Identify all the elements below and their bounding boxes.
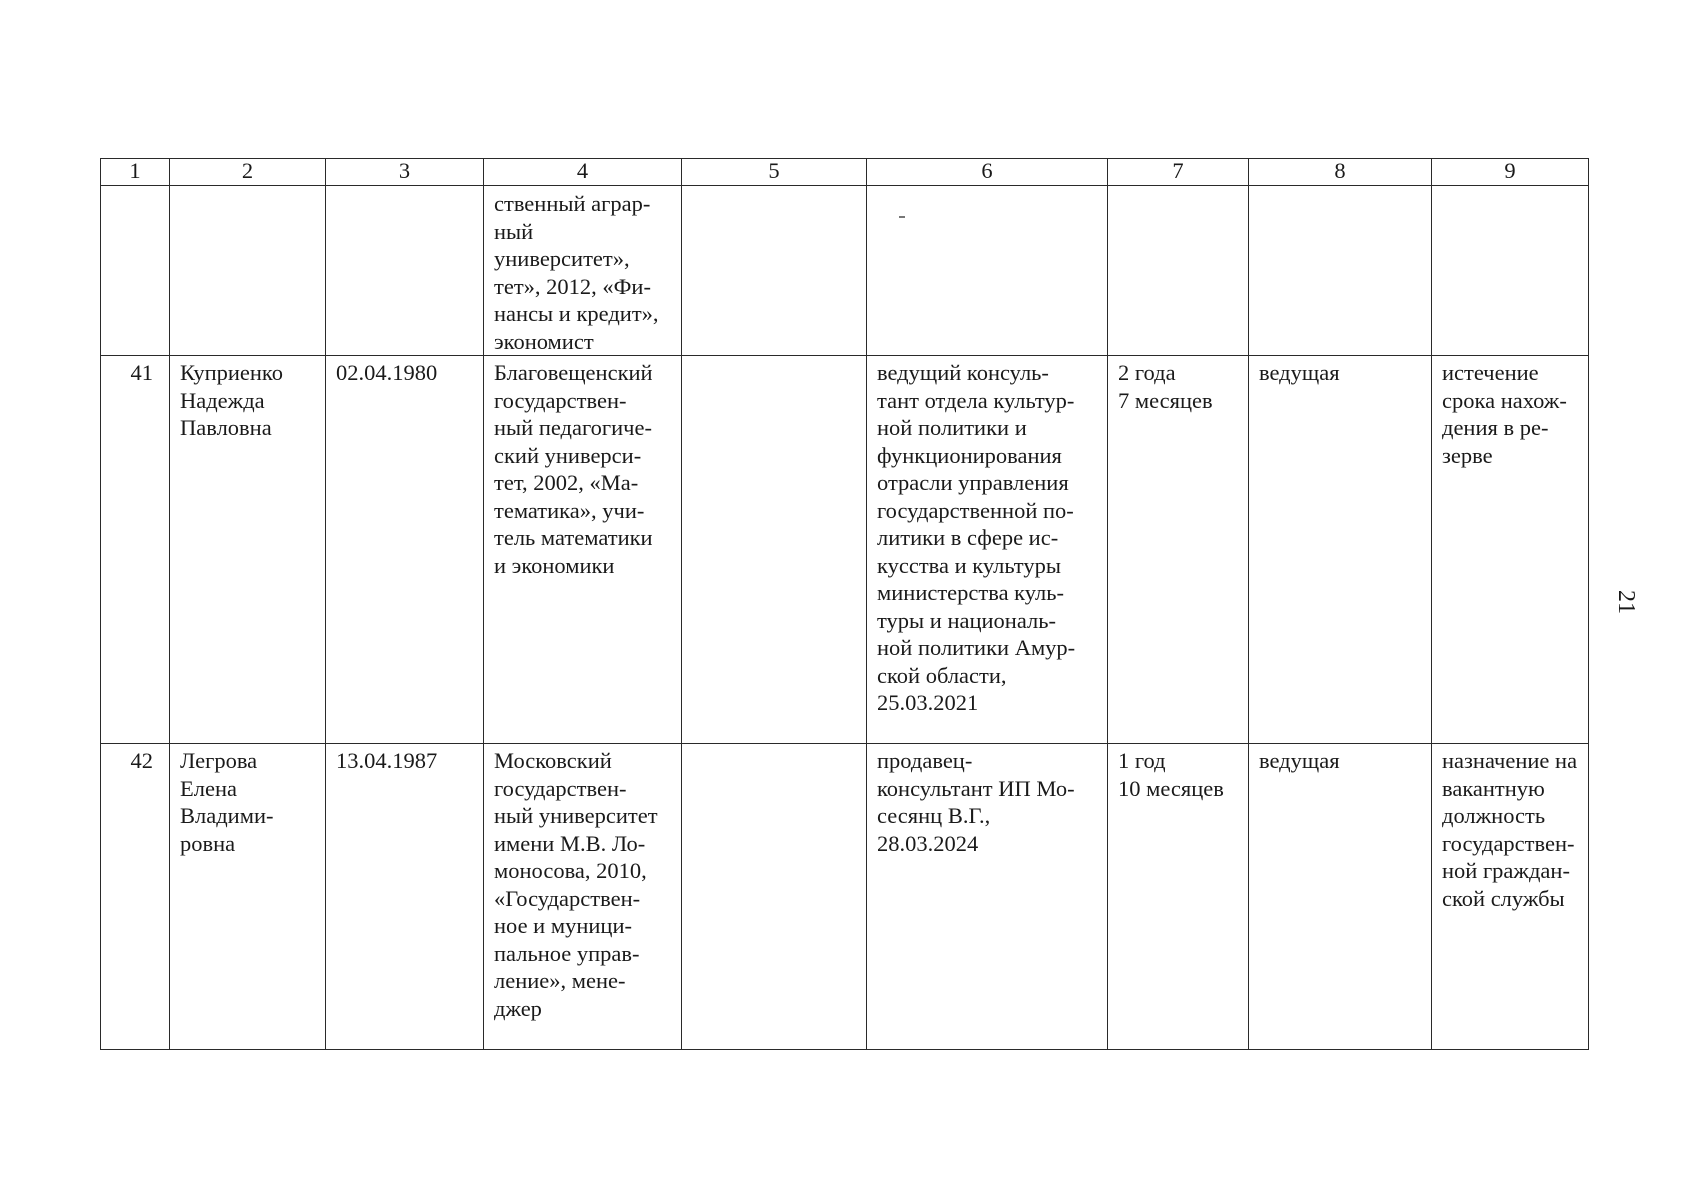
column-number-8: 8 <box>1249 159 1432 186</box>
cell-empty <box>1249 186 1432 356</box>
cell-column-5 <box>682 744 867 1050</box>
cell-birth-date: 02.04.1980 <box>326 356 484 744</box>
table-row-continuation <box>101 186 1589 356</box>
cell-row-number: 42 <box>101 744 170 1050</box>
cell-empty <box>867 186 1108 356</box>
column-number-7: 7 <box>1108 159 1249 186</box>
cell-position-group: ведущая <box>1249 744 1432 1050</box>
cell-row-number: 41 <box>101 356 170 744</box>
education-continued-text: ственный аграр- ный университет», тет», 2012, «Фи- нансы и кредит», экономист <box>494 191 659 354</box>
cell-empty <box>101 186 170 356</box>
cell-exclusion-reason: назначение на вакантную должность государствен- ной граждан- ской службы <box>1432 744 1589 1050</box>
cell-term: 1 год 10 месяцев <box>1108 744 1249 1050</box>
reserve-registry-table <box>100 158 1589 1050</box>
cell-full-name: Куприенко Надежда Павловна <box>170 356 326 744</box>
cell-education-continued <box>484 186 682 356</box>
cell-position-group: ведущая <box>1249 356 1432 744</box>
page-number: 21 <box>1613 590 1639 614</box>
table-row <box>101 744 1589 1050</box>
column-number-5: 5 <box>682 159 867 186</box>
cell-empty <box>682 186 867 356</box>
cell-empty <box>1108 186 1249 356</box>
cell-position: продавец- консультант ИП Мо- сесянц В.Г., 28.03.2024 <box>867 744 1108 1050</box>
column-number-3: 3 <box>326 159 484 186</box>
cell-term: 2 года 7 месяцев <box>1108 356 1249 744</box>
column-number-6: 6 <box>867 159 1108 186</box>
cell-empty <box>326 186 484 356</box>
cell-full-name: Легрова Елена Владими- ровна <box>170 744 326 1050</box>
column-number-9: 9 <box>1432 159 1589 186</box>
table-row <box>101 356 1589 744</box>
cell-position: ведущий консуль- тант отдела культур- ной политики и функционирования отрасли управления государственной по- литики в сфере ис- кусства и культуры министерства куль- туры и националь- ной политики Амур- ской области, 25.03.2021 <box>867 356 1108 744</box>
cell-education: Благовещенский государствен- ный педагогиче- ский универси- тет, 2002, «Ма- тематика», учи- тель математики и экономики <box>484 356 682 744</box>
cell-birth-date: 13.04.1987 <box>326 744 484 1050</box>
header-row <box>101 159 1589 186</box>
cell-empty <box>170 186 326 356</box>
cell-exclusion-reason: истечение срока нахож- дения в ре- зерве <box>1432 356 1589 744</box>
cell-education: Московский государствен- ный университет имени М.В. Ло- моносова, 2010, «Государствен- ное и муници- пальное управ- ление», мене- джер <box>484 744 682 1050</box>
scan-speck <box>899 216 905 218</box>
column-number-1: 1 <box>101 159 170 186</box>
column-number-2: 2 <box>170 159 326 186</box>
cell-column-5 <box>682 356 867 744</box>
cell-empty <box>1432 186 1589 356</box>
column-number-4: 4 <box>484 159 682 186</box>
